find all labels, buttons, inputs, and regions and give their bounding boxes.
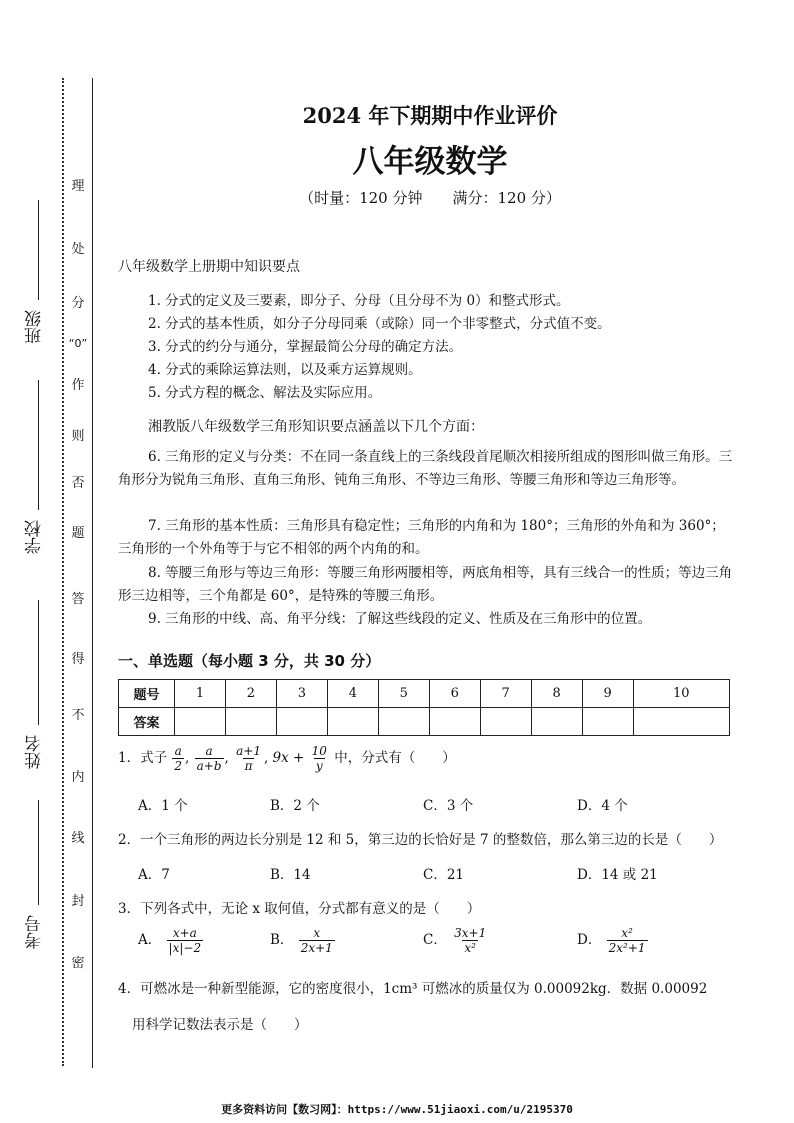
seal-char: 内	[71, 770, 85, 785]
q1-mid: 9x +	[272, 750, 305, 766]
question-number-cell: 8	[531, 680, 582, 708]
triangle-section-title: 湘教版八年级数学三角形知识要点涵盖以下几个方面：	[148, 419, 484, 435]
question-number-cell: 9	[582, 680, 633, 708]
question-number-cell: 2	[225, 680, 276, 708]
question-4-line1: 4．可燃冰是一种新型能源，它的密度很小，1cm³ 可燃冰的质量仅为 0.00092kg．数据 0.00092	[118, 981, 708, 997]
part1-title: 一、单选题（每小题 3 分，共 30 分）	[118, 652, 381, 670]
numerator: a+1	[236, 744, 261, 758]
exam-info: （时量：120 分钟 满分：120 分）	[299, 189, 561, 207]
denominator: 2	[174, 759, 183, 773]
numerator: x²	[621, 926, 633, 940]
seal-char: 答	[71, 592, 85, 607]
q1-lead: 1．式子	[118, 750, 168, 766]
seal-char: 则	[71, 429, 85, 444]
denominator: 2x+1	[300, 941, 333, 955]
answer-cell[interactable]	[531, 708, 582, 736]
numerator: 3x+1	[454, 926, 487, 940]
q3-option-a	[138, 926, 204, 955]
seal-char: 题	[71, 526, 85, 541]
option-label: B．	[270, 932, 294, 948]
question-4-line2: 用科学记数法表示是（ ）	[132, 1017, 308, 1033]
q1-option-d: D．4 个	[577, 798, 628, 814]
q2-option-d: D．14 或 21	[577, 867, 658, 883]
q2-option-c: C．21	[423, 867, 465, 883]
seal-char: 线	[71, 831, 85, 846]
answer-cell[interactable]	[276, 708, 327, 736]
class-field[interactable]	[38, 200, 39, 300]
answer-cell[interactable]	[327, 708, 378, 736]
knowledge-point: 2. 分式的基本性质，如分子分母同乘（或除）同一个非零整式，分式值不变。	[148, 316, 611, 332]
school-label: 学校	[25, 520, 45, 554]
question-2: 2．一个三角形的两边长分别是 12 和 5，第三边的长恰好是 7 的整数倍，那么第三边的长是（ ）	[118, 832, 723, 848]
answer-table	[118, 679, 730, 736]
school-field[interactable]	[38, 380, 39, 510]
table-row	[119, 680, 730, 708]
denominator: y	[315, 759, 323, 773]
footer-link[interactable]: 更多资料访问【数习网】：https://www.51jiaoxi.com/u/2195370	[221, 1103, 573, 1116]
question-number-cell: 1	[175, 680, 226, 708]
q1-option-b: B．2 个	[270, 798, 320, 814]
table-row	[119, 708, 730, 736]
fraction	[607, 926, 648, 955]
question-number-cell: 4	[327, 680, 378, 708]
fraction	[195, 744, 224, 773]
knowledge-point: 4. 分式的乘除运算法则，以及乘方运算规则。	[148, 362, 422, 378]
knowledge-point: 1. 分式的定义及三要素，即分子、分母（且分母不为 0）和整式形式。	[148, 293, 570, 309]
question-number-cell: 6	[429, 680, 480, 708]
fraction	[452, 926, 488, 955]
seal-char: 分	[71, 296, 85, 311]
exam-no-field[interactable]	[38, 800, 39, 905]
fraction	[299, 926, 335, 955]
seal-char: 不	[71, 708, 85, 723]
class-label: 班级	[25, 310, 45, 344]
answer-cell[interactable]	[378, 708, 429, 736]
answer-cell[interactable]	[175, 708, 226, 736]
option-label: D．	[577, 932, 602, 948]
seal-char: 封	[71, 894, 85, 909]
q1-option-c: C．3 个	[423, 798, 474, 814]
answer-cell[interactable]	[582, 708, 633, 736]
name-field[interactable]	[38, 600, 39, 725]
knowledge-paragraph: 9. 三角形的中线、高、角平分线：了解这些线段的定义、性质及在三角形中的位置。	[148, 611, 652, 627]
q3-option-d	[577, 926, 649, 955]
question-1: 1．式子 $\frac{a}{2}$ , $\frac{a}{a+b}$ , $\frac{a+1}{\pi}$ , 9x + $\frac{10}{y}$ 中，分式有（ ）	[118, 744, 456, 773]
question-number-cell: 10	[633, 680, 729, 708]
fraction	[310, 744, 329, 773]
denominator: |x|−2	[168, 941, 202, 955]
seal-char: “0”	[68, 337, 88, 350]
seal-char: 理	[71, 179, 85, 194]
seal-char: 得	[71, 652, 85, 667]
exam-no-label: 考号	[25, 915, 45, 949]
knowledge-paragraph: 8. 等腰三角形与等边三角形：等腰三角形两腰相等，两底角相等，具有三线合一的性质；等边三角形三边相等，三个角都是 60°，是特殊的等腰三角形。	[118, 565, 733, 604]
seal-char: 否	[71, 476, 85, 491]
seal-dotted-line	[62, 78, 64, 1066]
knowledge-paragraph: 6. 三角形的定义与分类：不在同一条直线上的三条线段首尾顺次相接所组成的图形叫做三角形。三角形分为锐角三角形、直角三角形、钝角三角形、不等边三角形、等腰三角形和等边三角形等。	[118, 449, 733, 488]
denominator: x²	[464, 941, 476, 955]
seal-char: 密	[71, 956, 85, 971]
q2-option-a: A．7	[138, 867, 170, 883]
numerator: a	[174, 744, 182, 758]
answer-cell[interactable]	[429, 708, 480, 736]
denominator: a+b	[196, 759, 222, 773]
fraction	[234, 744, 263, 773]
numerator: x	[313, 926, 321, 940]
fraction	[172, 744, 184, 773]
q2-option-b: B．14	[270, 867, 311, 883]
answer-cell[interactable]	[480, 708, 531, 736]
knowledge-paragraph: 7. 三角形的基本性质：三角形具有稳定性；三角形的内角和为 180°；三角形的外角和为 360°；三角形的一个外角等于与它不相邻的两个内角的和。	[118, 518, 725, 557]
denominator: 2x²+1	[608, 941, 646, 955]
knowledge-point: 3. 分式的约分与通分，掌握最简公分母的确定方法。	[148, 339, 463, 355]
answer-cell[interactable]	[225, 708, 276, 736]
q3-option-c	[423, 926, 489, 955]
option-label: C．	[423, 932, 447, 948]
question-number-cell: 5	[378, 680, 429, 708]
numerator: x+a	[172, 926, 197, 940]
q1-option-a: A．1 个	[138, 798, 188, 814]
table-header-cell: 题号	[119, 680, 175, 708]
margin-solid-line	[92, 78, 93, 1068]
numerator: 10	[311, 744, 327, 758]
subject-title: 八年级数学	[352, 144, 508, 180]
table-answer-label: 答案	[119, 708, 175, 736]
seal-char: 作	[71, 378, 85, 393]
knowledge-section-title: 八年级数学上册期中知识要点	[118, 259, 300, 275]
question-3: 3．下列各式中，无论 x 取何值，分式都有意义的是（ ）	[118, 901, 481, 917]
numerator: a	[205, 744, 213, 758]
option-label: A．	[138, 932, 162, 948]
fraction	[167, 926, 204, 955]
seal-char: 处	[71, 242, 85, 257]
name-label: 姓名	[25, 735, 45, 769]
denominator: π	[244, 759, 253, 773]
question-number-cell: 3	[276, 680, 327, 708]
q3-option-b	[270, 926, 336, 955]
exam-title: 2024 年下期期中作业评价	[302, 103, 558, 128]
q1-tail: 中，分式有（ ）	[334, 750, 456, 766]
question-number-cell: 7	[480, 680, 531, 708]
answer-cell[interactable]	[633, 708, 729, 736]
knowledge-point: 5. 分式方程的概念、解法及实际应用。	[148, 385, 382, 401]
